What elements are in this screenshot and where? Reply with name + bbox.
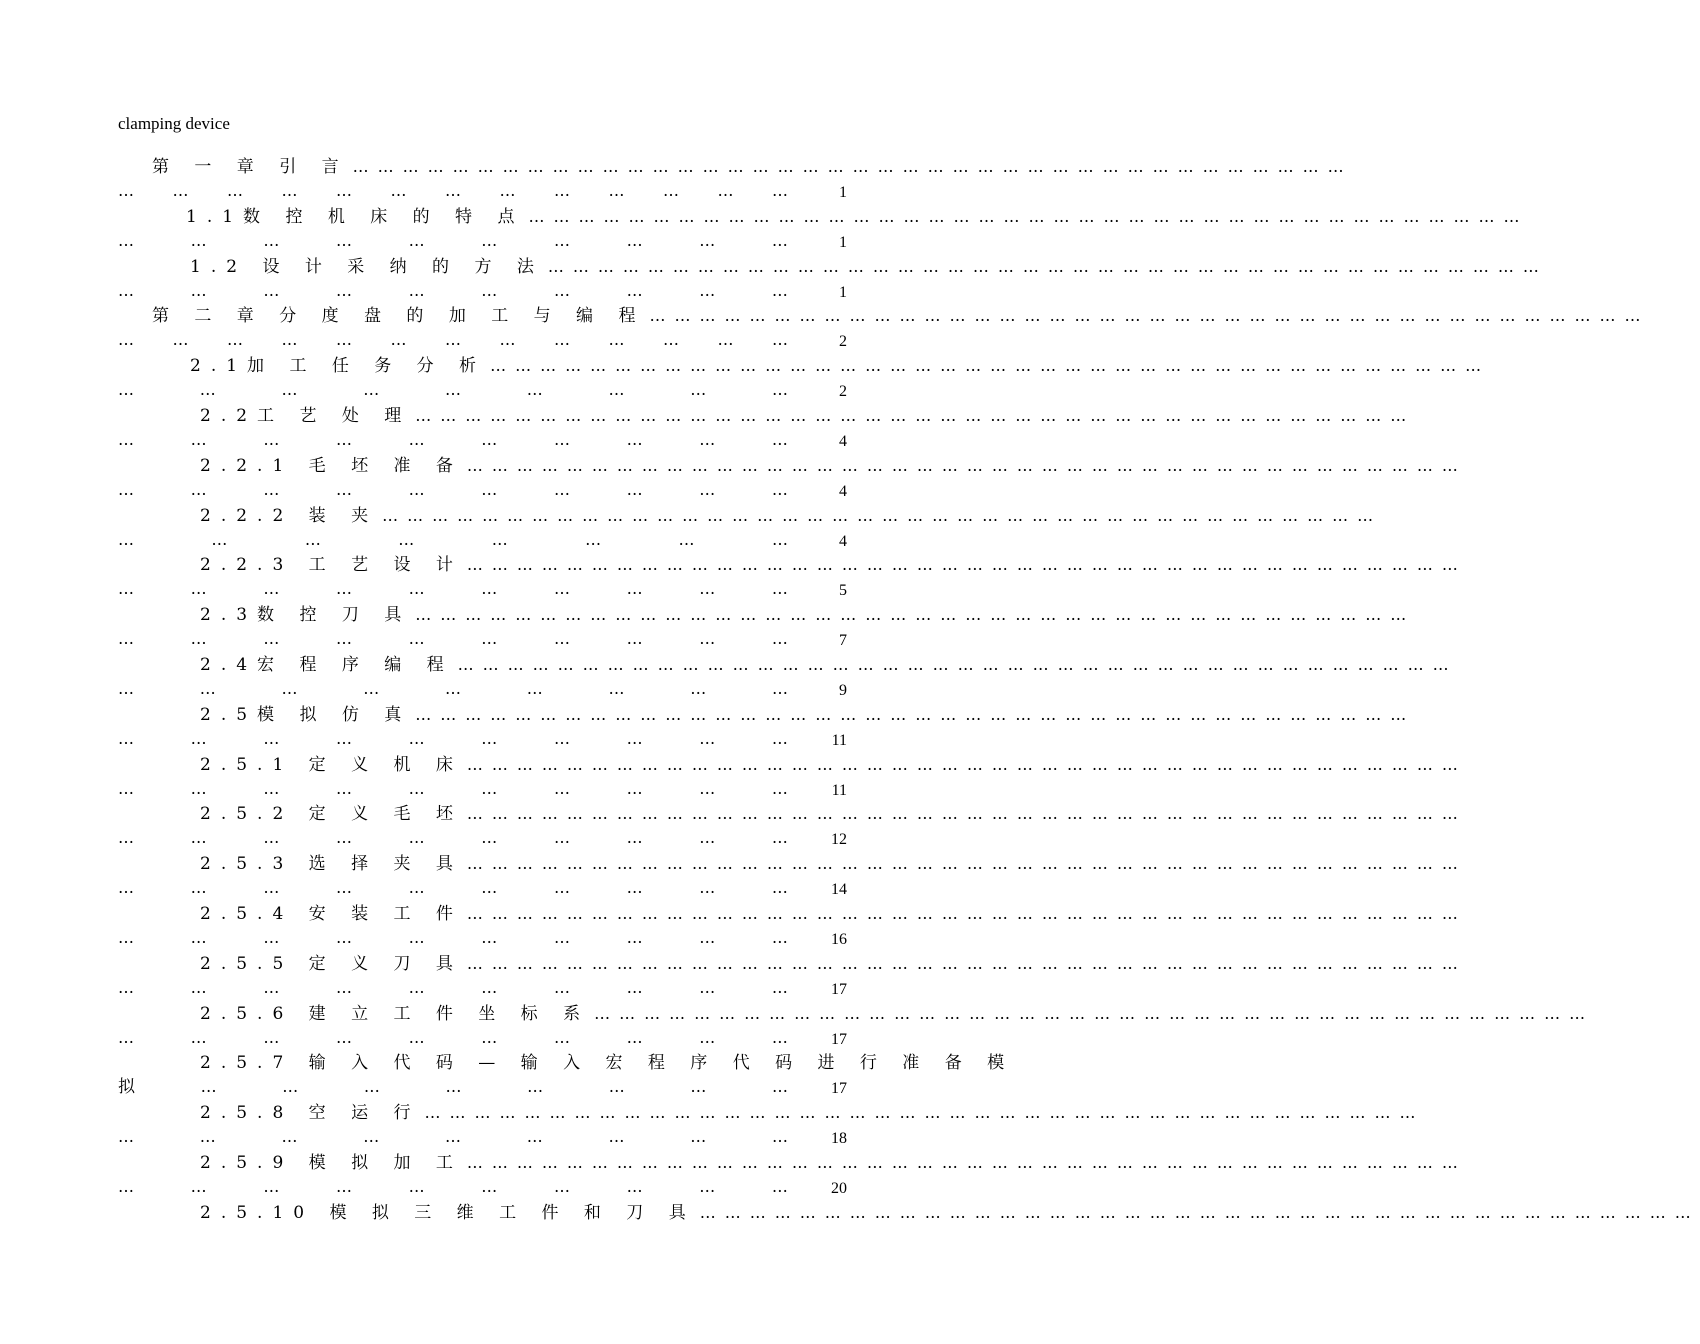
- toc-entry-title: 1.2 设 计 采 纳 的 方 法: [190, 256, 544, 277]
- toc-entry-title: 2.2工 艺 处 理: [200, 406, 412, 426]
- toc-page-number: 4: [839, 532, 847, 550]
- toc-page-number: 9: [839, 682, 847, 699]
- toc-leader-row: … … … … … … … … …: [118, 380, 788, 400]
- toc-entry[interactable]: [0, 1002, 1595, 1052]
- toc-entry[interactable]: [0, 304, 1650, 354]
- toc-leader-row: … … … … … … … … … …: [118, 629, 788, 649]
- toc-page-number: 2: [839, 333, 847, 351]
- toc-page-number: 12: [831, 831, 847, 849]
- toc-page-number: 17: [831, 1080, 847, 1098]
- toc-leader-row: … … … … … … … … … …: [118, 878, 788, 898]
- toc-leader-dots: …………………………………………………………………………………………………………: [490, 356, 1491, 376]
- toc-leader-dots: …………………………………………………………………………………………………………: [424, 1103, 1425, 1123]
- toc-leader-dots: …………………………………………………………………………………………………………: [649, 306, 1650, 326]
- toc-leader-row: … … … … … … … … … …: [118, 977, 788, 997]
- toc-entry-title: 2.1加 工 任 务 分 析: [190, 356, 487, 377]
- toc-page-number: 4: [839, 433, 847, 450]
- toc-leader-dots: …………………………………………………………………………………………………………: [382, 505, 1383, 525]
- toc-leader-row: 拟 … … … … … … … …: [118, 1077, 788, 1098]
- toc-entry-title: 2.2.2 装 夹: [200, 505, 379, 526]
- toc-entry[interactable]: [0, 1101, 1425, 1151]
- toc-leader-dots: …………………………………………………………………………………………………………: [415, 704, 1416, 724]
- toc-entry[interactable]: [0, 902, 1467, 952]
- toc-entry-title: 2.5模 拟 仿 真: [200, 704, 412, 725]
- toc-leader-dots: …………………………………………………………………………………………………………: [594, 1003, 1595, 1023]
- toc-entry[interactable]: [0, 852, 1467, 902]
- toc-leader-dots: …………………………………………………………………………………………………………: [466, 455, 1467, 475]
- toc-leader-dots: …………………………………………………………………………………………………………: [466, 555, 1467, 575]
- toc-leader-row: … … … … … … … … … …: [118, 430, 788, 449]
- toc-page-number: 16: [831, 931, 847, 948]
- toc-page-number: 1: [839, 233, 847, 251]
- toc-leader-row: … … … … … … … … … …: [118, 230, 788, 250]
- toc-leader-row: … … … … … … … … … … … … …: [118, 181, 788, 200]
- toc-entry[interactable]: [0, 703, 1416, 753]
- toc-entry-title: 2.5.3 选 择 夹 具: [200, 854, 463, 875]
- toc-entry[interactable]: [0, 603, 1416, 653]
- toc-leader-row: … … … … … … … … … …: [118, 828, 788, 848]
- toc-page-number: 1: [839, 283, 847, 301]
- toc-entry[interactable]: [0, 802, 1467, 852]
- toc-entry-title: 2.5.4 安 装 工 件: [200, 904, 463, 924]
- toc-entry-title: 第 一 章 引 言: [152, 157, 349, 177]
- toc-entry-title: 2.5.1 定 义 机 床: [200, 754, 463, 775]
- toc-entry-title: 2.5.10 模 拟 三 维 工 件 和 刀 具: [200, 1202, 696, 1223]
- toc-entry[interactable]: [0, 255, 1548, 305]
- toc-entry-title: 2.2.3 工 艺 设 计: [200, 555, 463, 576]
- toc-entry[interactable]: [0, 404, 1416, 454]
- toc-leader-row: … … … … … … … … …: [118, 679, 788, 698]
- toc-page-number: 11: [831, 731, 847, 749]
- toc-entry-title: 2.5.8 空 运 行: [200, 1103, 421, 1124]
- toc-entry[interactable]: [0, 653, 1458, 703]
- toc-page-number: 20: [831, 1180, 847, 1197]
- toc-leader-dots: …………………………………………………………………………………………………………: [466, 854, 1467, 874]
- toc-entry-title: 2.5.9 模 拟 加 工: [200, 1153, 463, 1173]
- toc-leader-dots: …………………………………………………………………………………………………………: [466, 1153, 1467, 1172]
- toc-leader-row: … … … … … … … … … …: [118, 778, 788, 798]
- toc-entry[interactable]: [0, 1051, 1015, 1101]
- toc-entry[interactable]: [0, 1201, 1700, 1251]
- toc-leader-dots: …………………………………………………………………………………………………………: [466, 754, 1467, 774]
- toc-entry[interactable]: [0, 454, 1467, 504]
- toc-page-number: 5: [839, 582, 847, 600]
- toc-entry-title: 2.5.6 建 立 工 件 坐 标 系: [200, 1003, 591, 1024]
- toc-page-number: 2: [839, 383, 847, 401]
- toc-entry-title: 2.5.5 定 义 刀 具: [200, 953, 463, 974]
- toc-leader-dots: …………………………………………………………………………………………………………: [528, 206, 1529, 226]
- toc-entry-title: 2.5.7 输 入 代 码 — 输 入 宏 程 序 代 码 进 行 准 备 模: [200, 1053, 1015, 1074]
- toc-leader-dots: …………………………………………………………………………………………………………: [415, 406, 1416, 425]
- toc-leader-row: … … … … … … … … … …: [118, 728, 788, 748]
- toc-leader-dots: …………………………………………………………………………………………………………: [699, 1202, 1700, 1222]
- toc-page-number: 4: [839, 482, 847, 500]
- toc-leader-row: … … … … … … … … …: [118, 1127, 788, 1147]
- toc-leader-dots: …………………………………………………………………………………………………………: [415, 605, 1416, 625]
- toc-entry-title: 2.3数 控 刀 具: [200, 605, 412, 626]
- toc-page-number: 18: [831, 1130, 847, 1148]
- toc-leader-dots: …………………………………………………………………………………………………………: [466, 904, 1467, 923]
- page-header-text: clamping device: [118, 114, 230, 133]
- toc-leader-row: … … … … … … … … … …: [118, 579, 788, 599]
- toc-entry-title: 2.5.2 定 义 毛 坯: [200, 804, 463, 825]
- toc-entry[interactable]: [0, 504, 1383, 554]
- toc-page-number: 11: [831, 781, 847, 799]
- toc-leader-row: … … … … … … … … … …: [118, 928, 788, 947]
- toc-page-number: 17: [831, 1030, 847, 1048]
- toc-entry-title: 1.1数 控 机 床 的 特 点: [186, 206, 525, 227]
- toc-leader-row: … … … … … … … … … …: [118, 1027, 788, 1047]
- toc-entry[interactable]: [0, 354, 1491, 404]
- toc-leader-dots: …………………………………………………………………………………………………………: [352, 157, 1353, 176]
- toc-leader-row: … … … … … … … … … …: [118, 1177, 788, 1196]
- toc-leader-dots: …………………………………………………………………………………………………………: [466, 953, 1467, 973]
- toc-leader-row: … … … … … … … …: [118, 529, 788, 549]
- toc-page-number: 7: [839, 632, 847, 650]
- toc-leader-dots: …………………………………………………………………………………………………………: [457, 655, 1458, 674]
- toc-entry-title: 2.2.1 毛 坯 准 备: [200, 455, 463, 476]
- toc-entry[interactable]: [0, 155, 1353, 205]
- toc-leader-row: … … … … … … … … … …: [118, 280, 788, 300]
- toc-leader-row: … … … … … … … … … …: [118, 479, 788, 499]
- toc-page-number: 14: [831, 881, 847, 899]
- toc-entry-title: 2.4宏 程 序 编 程: [200, 655, 454, 675]
- toc-leader-dots: …………………………………………………………………………………………………………: [547, 256, 1548, 276]
- toc-leader-row: … … … … … … … … … … … … …: [118, 330, 788, 350]
- toc-entry[interactable]: [0, 753, 1467, 803]
- toc-entry[interactable]: [0, 553, 1467, 603]
- toc-entry-title-wrap: 拟: [118, 1077, 135, 1098]
- toc-entry[interactable]: [0, 205, 1529, 255]
- toc-page-number: 1: [839, 184, 847, 201]
- toc-page-number: 17: [831, 980, 847, 998]
- toc-entry[interactable]: [0, 952, 1467, 1002]
- toc-entry[interactable]: [0, 1151, 1467, 1201]
- toc-leader-dots: …………………………………………………………………………………………………………: [466, 804, 1467, 824]
- toc-entry-title: 第 二 章 分 度 盘 的 加 工 与 编 程: [152, 306, 646, 327]
